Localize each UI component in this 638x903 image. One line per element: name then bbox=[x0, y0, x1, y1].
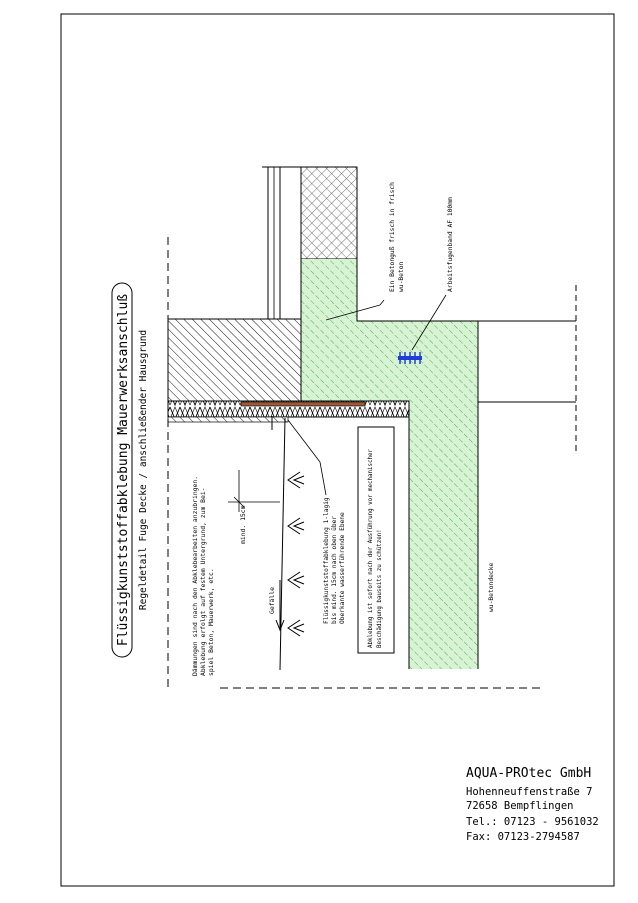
note-line-2: Abklebung erfolgt auf festem Untergrund, zum Bei- bbox=[199, 487, 207, 676]
company-street: Hohenneuffenstraße 7 bbox=[466, 786, 593, 798]
floor-slab bbox=[168, 319, 301, 401]
company-fax: Fax: 07123-2794587 bbox=[466, 831, 580, 843]
drawing-title: Flüssigkunststoffabklebung Mauerwerksanschluß bbox=[116, 293, 131, 647]
label-mind-15cm: mind. 15cm bbox=[239, 505, 247, 544]
note-box bbox=[358, 427, 394, 653]
label-fk-3: Oberkante wasserführende Ebene bbox=[339, 512, 346, 624]
label-beton-2: wu-Beton bbox=[398, 261, 405, 292]
note-line-1: Dämmungen sind nach den Abklebearbeiten anzubringen. bbox=[191, 475, 199, 676]
label-fk-2: bis mind. 15cm nach oben über bbox=[331, 515, 338, 624]
label-beton-1: Ein Betonguß frisch in frisch bbox=[389, 182, 396, 292]
label-fugenband: Arbeitsfugenband AF 100mm bbox=[447, 197, 454, 292]
company-tel: Tel.: 07123 - 9561032 bbox=[466, 816, 599, 828]
title-group bbox=[112, 283, 132, 657]
label-fk-1: Flüssigkunststoffabklebung 1-lagig bbox=[323, 497, 330, 624]
company-city: 72658 Bempflingen bbox=[466, 800, 574, 812]
masonry-wall bbox=[301, 167, 357, 259]
note-line-3: spiel Beton, Mauerwerk, etc. bbox=[207, 568, 215, 676]
label-betondecke: wu-Betondecke bbox=[488, 562, 495, 612]
sealing-strip bbox=[241, 402, 365, 406]
label-gefaelle: Gefälle bbox=[268, 587, 276, 614]
slope-chevrons bbox=[288, 472, 304, 636]
company-name: AQUA-PROtec GmbH bbox=[466, 766, 592, 781]
box-note-2: Beschädigung bauseits zu schützen! bbox=[377, 529, 383, 648]
drawing-subtitle: Regeldetail Fuge Decke / anschließender Hausgrund bbox=[138, 329, 149, 611]
box-note-1: Abklebung ist sofort nach der Ausführung vor mechanischer bbox=[368, 449, 374, 648]
